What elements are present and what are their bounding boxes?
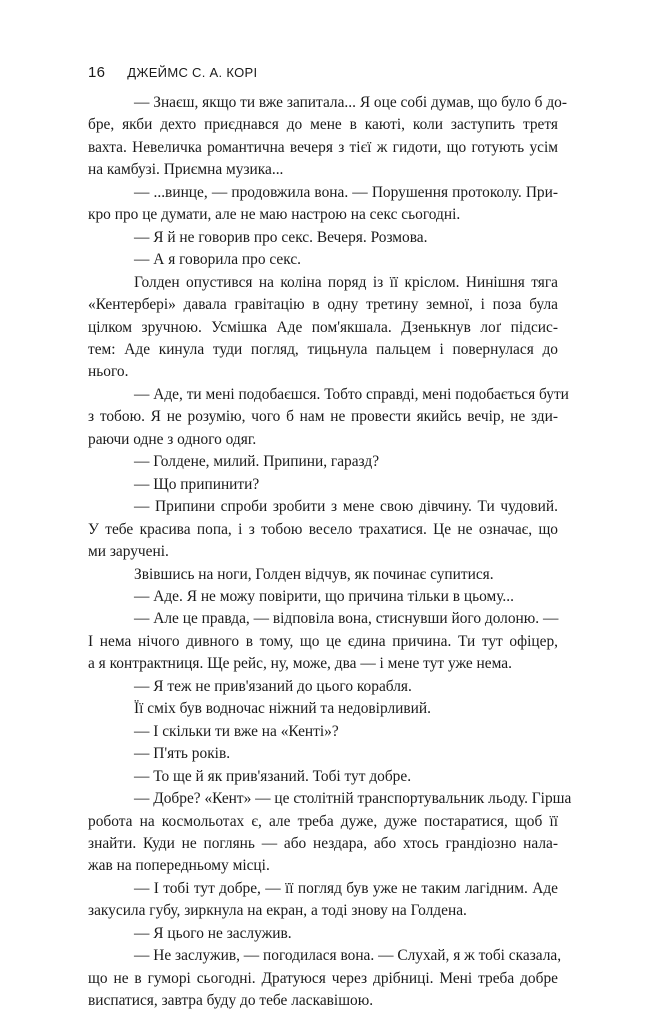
text-line: на камбузі. Приємна музика... [88,161,284,179]
page-header [88,64,257,81]
text-line: Її сміх був водночас ніжний та недовірливий. [134,700,431,718]
text-line: тем: Аде кинула туди погляд, тицьнула пальцем і повернулася до [88,340,558,358]
text-line: — То ще й як прив'язаний. Тобі тут добре. [134,767,412,785]
text-line: що не в гуморі сьогодні. Дратуюся через дрібниці. Мені треба добре [88,969,558,987]
text-line: — А я говорила про секс. [134,251,301,269]
text-line: — Припини спроби зробити з мене свою дівчину. Ти чудовий. [134,498,558,516]
page-number: 16 [88,64,106,81]
text-line: бре, якби дехто приєднався до мене в каюті, коли заступить третя [88,116,558,134]
text-line: закусила губу, зиркнула на екран, а тоді знову на Голдена. [88,902,467,920]
text-line: — Аде, ти мені подобаєшся. Тобто справді, мені подобається бути [134,385,569,403]
body-text [88,92,572,1013]
text-line: — ...винце, — продовжила вона. — Порушення протоколу. При- [134,183,558,201]
text-line: — Аде. Я не можу повірити, що причина тільки в цьому... [134,587,514,605]
text-line: — Але це правда, — відповіла вона, стиснувши його долоню. — [134,610,559,628]
text-line: раючи одне з одного одяг. [88,430,257,448]
text-line: вахта. Невеличка романтична вечеря з тієї ж гидоти, що готують усім [88,138,558,156]
text-line: — Не заслужив, — погодилася вона. — Слухай, я ж тобі сказала, [134,947,562,965]
text-line: нього. [88,363,129,381]
text-line: кро про це думати, але не маю настрою на секс сьогодні. [88,206,461,224]
text-line: — І тобі тут добре, — її погляд був уже не таким лагідним. Аде [134,879,558,897]
text-line: — Знаєш, якщо ти вже запитала... Я оце собі думав, що було б до- [134,94,567,111]
text-line: — Голдене, милий. Припини, гаразд? [134,453,380,471]
text-line: Звівшись на ноги, Голден відчув, як починає супитися. [134,565,494,583]
text-line: а я контрактниця. Ще рейс, ну, може, два — і мене тут уже нема. [88,655,512,673]
text-line: з тобою. Я не розумію, чого б нам не провести якийсь вечір, не зди- [88,408,558,426]
text-line: цілком зручною. Усмішка Аде пом'якшала. Дзенькнув лоґ підсис- [88,318,558,336]
text-line: робота на космольотах є, але треба дуже, дуже постаратися, щоб її [88,812,558,830]
text-line: І нема нічого дивного в тому, що це єдина причина. Ти тут офіцер, [88,632,558,650]
text-line: знайти. Куди не поглянь — або нездара, або хтось грандіозно нала- [88,834,558,852]
text-line: — Я цього не заслужив. [134,924,292,942]
text-line: Голден опустився на коліна поряд із її кріслом. Нинішня тяга [134,273,558,291]
text-line: У тебе красива попа, і з тобою весело трахатися. Це не означає, що [88,520,558,538]
text-line: — Я теж не прив'язаний до цього корабля. [134,677,412,695]
text-line: — П'ять років. [134,745,231,763]
text-line: — Що припинити? [134,475,260,493]
text-line: — І скільки ти вже на «Кенті»? [134,722,339,740]
text-line: жав на попередньому місці. [88,857,270,875]
text-line: «Кентербері» давала гравітацію в одну третину земної, і поза була [88,296,558,314]
text-line: ми заручені. [88,543,169,561]
text-line: виспатися, завтра буду до тебе ласкавішою. [88,992,374,1010]
running-title: ДЖЕЙМС С. А. КОРІ [127,65,258,80]
text-line: — Добре? «Кент» — це столітній транспортувальник льоду. Гірша [134,790,572,808]
text-line: — Я й не говорив про секс. Вечеря. Розмова. [134,228,428,246]
